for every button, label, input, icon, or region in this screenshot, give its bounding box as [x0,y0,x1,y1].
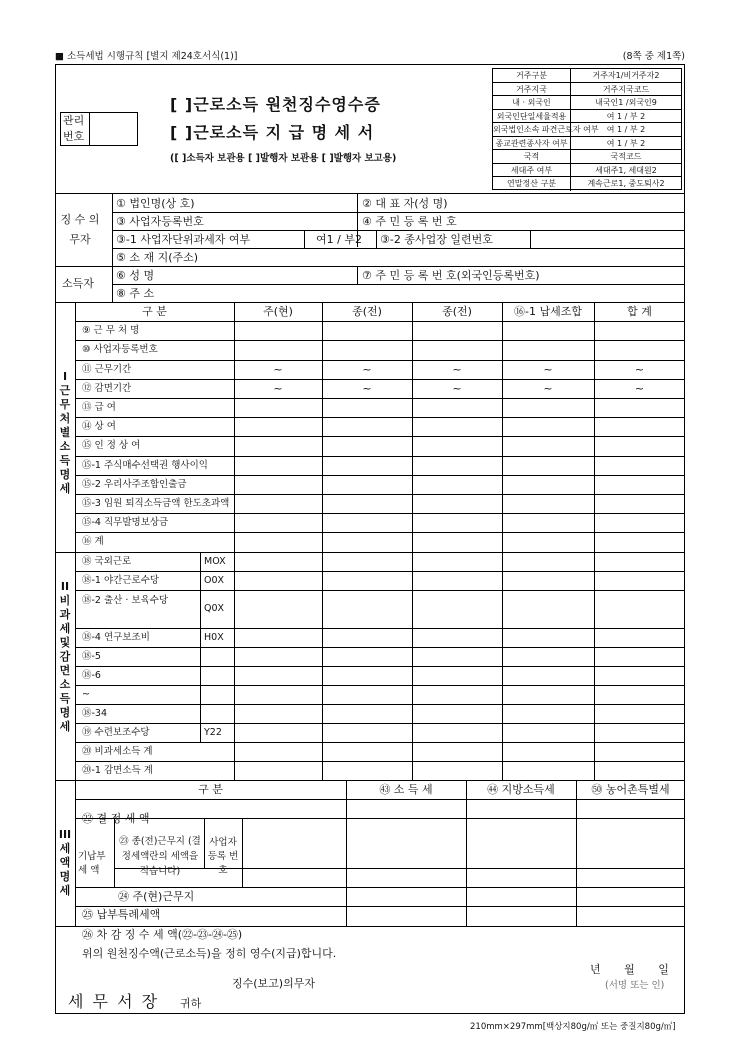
rule-line [530,230,531,248]
rule-line [75,552,76,780]
rule-line [502,302,503,552]
rule-line [242,818,243,887]
period-tilde[interactable]: ~ [543,362,553,376]
resident-info-value[interactable]: 내국인1 /외국인9 [595,98,657,107]
prepaid-tax-label: 기납부 세 액 [78,851,106,876]
rule-line [594,302,595,552]
resident-info-row [493,137,681,151]
nontaxable-item-label: ⑱-5 [82,650,101,662]
rule-line [114,818,115,887]
section-divider [55,552,685,553]
page-count: (8쪽 중 제1쪽) [622,51,685,62]
rule-line [112,230,685,231]
earner-name-label: ⑥ 성 명 [116,269,155,282]
resident-info-table [492,68,682,190]
period-tilde[interactable]: ~ [273,381,283,395]
rule-line [594,552,595,780]
previous-workplace-label: ㉓ 종(전)근무지 (결정세액란의 세액을 적습니다) [119,836,201,877]
resident-info-value[interactable]: 국적코드 [610,152,642,161]
section1-header-5: 합 계 [627,305,652,318]
resident-info-value[interactable]: 여 1 / 부 2 [606,138,646,148]
rule-line [357,266,358,284]
resident-info-row [493,164,681,178]
copy-type: ([ ]소득자 보관용 [ ]발행자 보관용 [ ]발행자 보고용) [170,153,397,164]
current-workplace-label: ㉔ 주(현)근무지 [118,890,195,903]
rule-line [75,799,685,800]
nontaxable-item-label: ⑱-6 [82,669,101,681]
confirm-text: 위의 원천징수액(근로소득)을 정히 영수(지급)합니다. [82,947,337,960]
section1-header-2: 종(전) [352,305,382,318]
rule-line [112,193,113,302]
section1-header-0: 구 분 [142,305,167,318]
period-tilde[interactable]: ~ [452,362,462,376]
rule-line [75,302,76,552]
section1-title: I 근무처별소득명세 [59,370,71,495]
payer-unit-label: ③-1 사업자단위과세자 여부 [116,233,251,246]
recipient-honorific: 귀하 [180,997,202,1010]
earner-address-label: ⑧ 주 소 [116,287,155,300]
resident-info-key: 국적 [493,150,571,163]
nontaxable-item-label: ~ [82,688,90,700]
rule-line [412,302,413,552]
nontaxable-code: MOX [204,555,226,567]
section-divider [55,193,685,194]
payer-section-label: 징 수 의무자 [60,213,100,246]
earner-section-label: 소득자 [62,277,94,290]
nontaxable-item-label: ⑲ 수련보조수당 [82,726,150,738]
rule-line [322,302,323,552]
resident-info-value[interactable]: 거주자1/비거주자2 [592,71,660,80]
section-divider [55,780,685,781]
payer-resid-label: ④ 주 민 등 록 번 호 [362,215,457,228]
rule-line [576,780,577,926]
rule-line [322,552,323,780]
resident-info-key: 세대주 여부 [493,164,571,177]
form-law-reference: ■ 소득세법 시행규칙 [별지 제24호서식(1)] [55,51,238,62]
payer-rep-label: ② 대 표 자(성 명) [362,197,448,210]
decided-tax-label: ㉒ 결 정 세 액 [82,812,150,825]
rule-line [466,780,467,926]
resident-info-row [493,150,681,164]
section3-header-2: ㊹ 지방소득세 [487,782,555,796]
resident-info-key: 연말정산 구분 [493,177,571,191]
payer-address-label: ⑤ 소 재 지(주소) [116,251,199,264]
period-tilde[interactable]: ~ [634,381,645,395]
resident-info-row [493,177,681,191]
nontaxable-item-label: ⑱ 국외근로 [82,555,132,567]
income-item-label: ⑩ 사업자등록번호 [82,344,158,356]
period-tilde[interactable]: ~ [452,381,462,395]
resident-info-value[interactable]: 여 1 / 부 2 [606,125,646,134]
income-item-label: ⑮ 인 정 상 여 [82,440,141,452]
period-tilde[interactable]: ~ [362,381,372,395]
income-item-label: ⑮-1 주식매수선택권 행사이익 [82,459,208,471]
section1-header-3: 종(전) [442,305,472,318]
rule-line [234,552,235,780]
resident-info-value[interactable]: 계속근로1, 중도퇴사2 [587,179,665,188]
income-item-label: ⑭ 상 여 [82,421,116,433]
nontaxable-item-label: ⑳-1 감면소득 계 [82,764,153,776]
income-item-label: ⑪ 근무기간 [82,363,132,375]
income-item-label: ⑬ 급 여 [82,402,116,413]
rule-line [112,248,685,249]
resident-info-row [493,83,681,97]
section2-title: II 비과세및감면소득명세 [59,580,71,733]
rule-line [304,230,305,248]
nontaxable-code: H0X [204,631,224,643]
income-item-label: ⑮-3 임원 퇴직소득금액 한도초과액 [82,498,230,509]
rule-line [412,552,413,780]
management-number-label: 관리 번호 [63,114,85,143]
section3-header-1: ㊸ 소 득 세 [379,782,433,796]
resident-info-row [493,110,681,124]
payer-branch-label: ③-2 종사업장 일련번호 [380,233,493,246]
payer-signature-label: 징수(보고)의무자 [232,977,315,990]
resident-info-key: 거주구분 [493,69,571,82]
rule-line [75,906,685,907]
section1-header-4: ⑯-1 납세조합 [514,305,582,318]
resident-info-value[interactable]: 여 1 / 부 2 [606,111,646,121]
nontaxable-item-label: ⑱-2 출산 · 보육수당 [82,594,169,606]
rule-line [75,887,685,888]
payer-unit-value[interactable]: 여1 / 부2 [316,233,362,246]
tax-office-chief: 세 무 서 장 [68,992,160,1011]
form-header [55,48,685,62]
nontaxable-item-label: ⑱-34 [82,707,108,719]
nontaxable-code: Y22 [204,726,222,738]
rule-line [346,780,347,926]
section3-header-0: 구 분 [198,782,223,796]
period-tilde[interactable]: ~ [634,362,645,376]
resident-info-key: 외국법인소속 파견근로자 여부 [493,125,599,134]
income-item-label: ⑮-2 우리사주조합인출금 [82,478,187,490]
rule-line [75,818,685,819]
period-tilde[interactable]: ~ [362,362,372,376]
income-item-label: ⑨ 근 무 처 명 [82,325,140,337]
date-label[interactable]: 년 월 일 [590,963,669,976]
section-divider [55,266,685,267]
resident-info-row [493,69,681,83]
period-tilde[interactable]: ~ [273,362,283,376]
payer-name-label: ① 법인명(상 호) [116,197,195,210]
nontaxable-item-label: ⑱-4 연구보조비 [82,631,150,643]
nontaxable-item-label: ⑳ 비과세소득 계 [82,745,153,757]
rule-line [502,552,503,780]
rule-line [112,284,685,285]
resident-info-key: 내 · 외국인 [493,96,571,109]
resident-info-row [493,96,681,110]
resident-info-row [493,123,681,137]
bizreg-number-label: 사업자 등록 번호 [207,837,239,876]
management-number-box[interactable] [60,112,138,146]
section3-title: III 세액명세 [58,828,72,897]
special-tax-label: ㉕ 납부특례세액 [82,908,161,921]
income-item-label: ⑮-4 직무발명보상금 [82,517,169,529]
net-tax-label: ㉖ 차 감 징 수 세 액(㉒-㉓-㉔-㉕) [82,928,243,941]
earner-resid-label: ⑦ 주 민 등 록 번 호(외국인등록번호) [362,269,540,282]
rule-line [200,552,201,742]
rule-line [55,302,685,303]
rule-line [376,230,377,248]
section3-header-3: ㊿ 농어촌특별세 [591,782,670,796]
rule-line [75,780,76,926]
payer-bizno-label: ③ 사업자등록번호 [116,215,204,228]
nontaxable-code: Q0X [204,602,225,614]
income-item-label: ⑫ 감면기간 [82,382,132,394]
resident-info-key: 종교관련종사자 여부 [493,137,571,150]
income-item-label: ⑯ 계 [82,536,104,548]
paper-spec: 210mm×297mm[백상지80g/㎡ 또는 중질지80g/㎡] [470,1022,676,1032]
resident-info-key: 거주지국 [493,83,571,96]
rule-line [112,212,685,213]
resident-info-value[interactable]: 거주지국코드 [602,84,650,94]
section1-header-1: 주(현) [263,305,293,318]
period-tilde[interactable]: ~ [543,381,553,395]
resident-info-value[interactable]: 세대주1, 세대원2 [595,165,657,175]
nontaxable-code: O0X [204,574,225,586]
title-statement: [ ]근로소득 지 급 명 세 서 [170,123,375,142]
resident-info-key: 외국인단일세율적용 [493,110,571,123]
rule-line [234,302,235,552]
sign-or-seal-label: (서명 또는 인) [605,980,665,991]
title-receipt: [ ]근로소득 원천징수영수증 [170,95,381,114]
nontaxable-item-label: ⑱-1 야간근로수당 [82,574,160,586]
